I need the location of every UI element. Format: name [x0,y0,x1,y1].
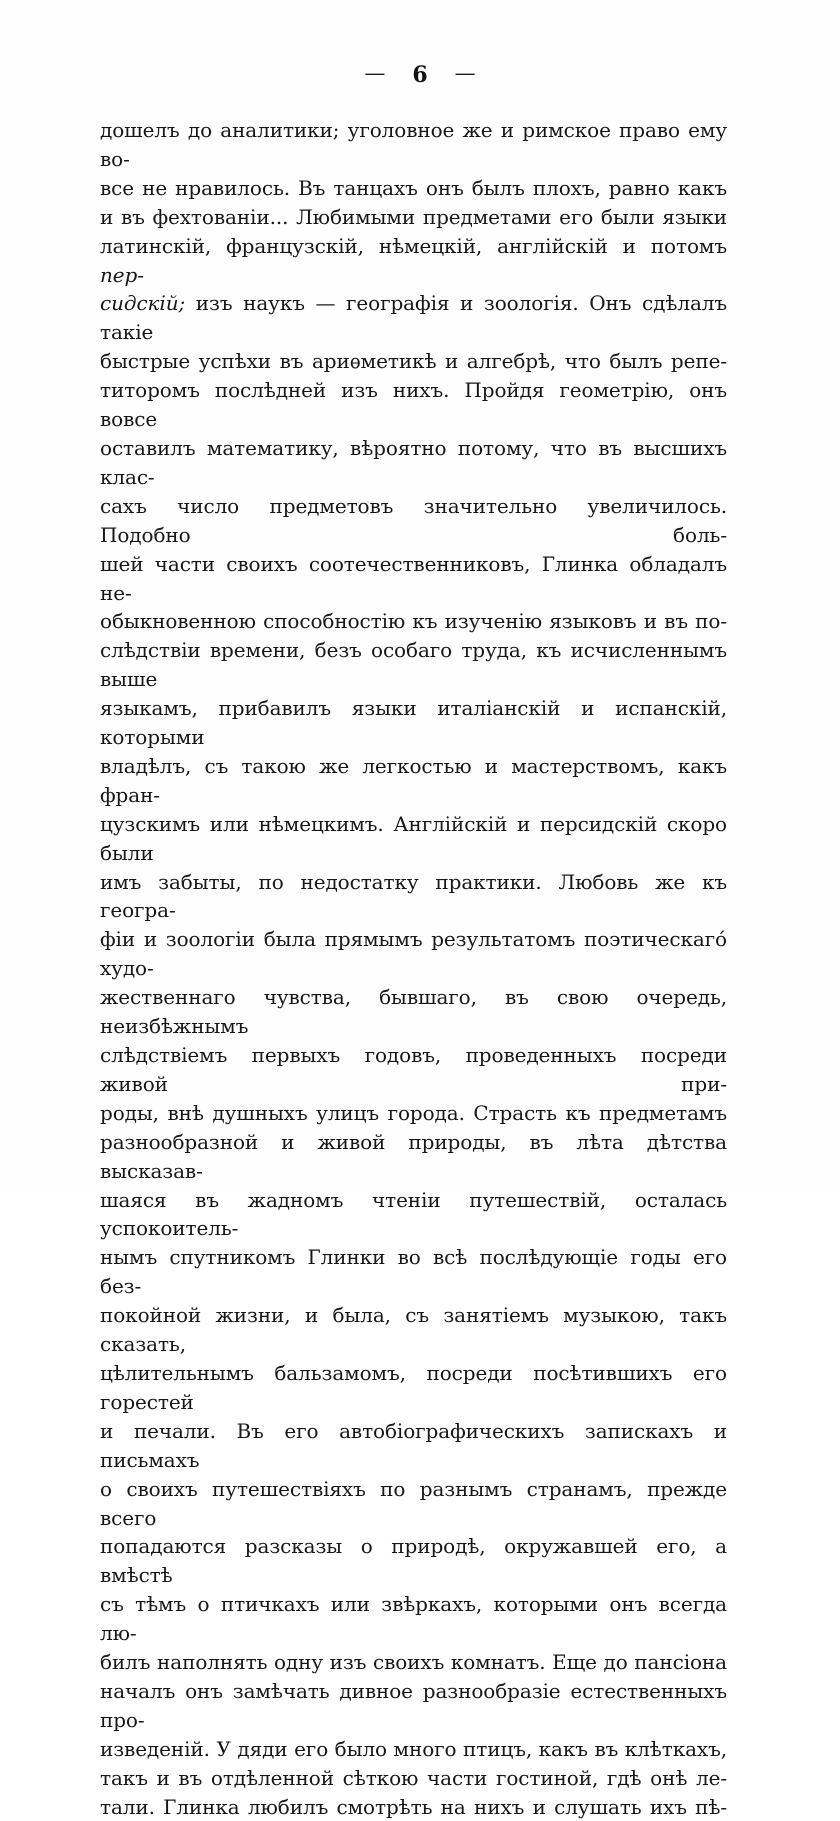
text-segment: съ тѣмъ о птичкахъ или звѣркахъ, которыми онъ всегда лю- [100,1592,727,1646]
text-segment: жественнаго чувства, бывшаго, въ свою очередь, неизбѣжнымъ [100,985,727,1039]
text-segment: имъ забыты, по недостатку практики. Любовь же къ геогра- [100,869,727,923]
text-line [100,810,727,868]
text-segment: и печали. Въ его автобіографическихъ запискахъ и письмахъ [100,1418,727,1472]
text-line [100,1301,727,1359]
header-dash-left: — [364,60,386,85]
text-line [100,694,727,752]
page-header [0,60,840,88]
text-segment: титоромъ послѣдней изъ нихъ. Пройдя геометрію, онъ вовсе [100,378,727,432]
text-line [100,1186,727,1244]
text-segment: обыкновенною способностію къ изученію языковъ и въ по- [100,609,727,634]
text-line [100,376,727,434]
text-line [100,1475,727,1533]
text-segment: тали. Глинка любилъ смотрѣть на нихъ и слушать ихъ пѣ- [100,1794,727,1819]
text-line [100,1041,727,1099]
text-segment: слѣдствіемъ первыхъ годовъ, проведенныхъ посреди живой при- [100,1043,727,1096]
text-line [100,1590,727,1648]
text-line [100,1764,727,1793]
text-line [100,289,727,347]
text-segment: сахъ число предметовъ значительно увеличилось. Подобно боль- [100,493,727,547]
text-segment: дошелъ до аналитики; уголовное же и римское право ему во- [100,118,727,171]
text-segment: все не нравилось. Въ танцахъ онъ былъ плохъ, равно какъ [100,175,727,200]
text-line [100,492,727,550]
text-segment: шей части своихъ соотечественниковъ, Глинка обладалъ не- [100,551,727,605]
text-segment: покойной жизни, и была, съ занятіемъ музыкою, такъ сказать, [100,1303,727,1357]
text-segment: попадаются разсказы о природѣ, окружавшей его, а вмѣстѣ [100,1534,727,1588]
text-line [100,1793,727,1821]
text-line [100,1128,727,1186]
text-line [100,752,727,810]
text-segment: и въ фехтованіи... Любимыми предметами его были языки [100,204,727,229]
text-line [100,925,727,983]
text-segment: языкамъ, прибавилъ языки италіанскій и испанскій, которыми [100,696,727,750]
text-segment: оставилъ математику, вѣроятно потому, что въ высшихъ клас- [100,435,727,489]
text-line [100,1359,727,1417]
text-line [100,1677,727,1735]
text-segment: изведеній. У дяди его было много птицъ, какъ въ клѣткахъ, [100,1736,727,1761]
text-line [100,1417,727,1475]
text-line [100,116,727,174]
text-segment: быстрые успѣхи въ ариѳметикѣ и алгебрѣ, что былъ репе- [100,349,727,374]
text-segment: цѣлительнымъ бальзамомъ, посреди посѣтившихъ его горестей [100,1360,727,1414]
text-segment: роды, внѣ душныхъ улицъ города. Страсть къ предметамъ [100,1100,727,1125]
text-line [100,1243,727,1301]
text-line [100,1099,727,1128]
text-segment: разнообразной и живой природы, въ лѣта дѣтства высказав- [100,1129,727,1183]
text-segment: слѣдствіи времени, безъ особаго труда, къ исчисленнымъ выше [100,638,727,692]
text-segment: фіи и зоологіи была прямымъ результатомъ поэтическаго́ худо- [100,927,727,981]
text-segment: билъ наполнять одну изъ своихъ комнатъ. Еще до пансіона [100,1650,727,1675]
text-segment: такъ и въ отдѣленной сѣткою части гостиной, гдѣ онѣ ле- [100,1765,727,1790]
text-line [100,1735,727,1764]
text-line [100,550,727,608]
text-segment: латинскій, французскій, нѣмецкій, англійскій и потомъ [100,233,727,258]
header-dash-right: — [454,60,476,85]
text-line [100,607,727,636]
text-line [100,347,727,376]
text-line [100,636,727,694]
italic-text-segment: сидскій; [100,291,186,316]
text-line [100,434,727,492]
italic-text-segment: пер- [100,262,144,287]
page-number: 6 [412,62,428,88]
text-segment: о своихъ путешествіяхъ по разнымъ странамъ, прежде всего [100,1476,727,1530]
body-text [100,116,727,1821]
text-line [100,203,727,232]
text-line [100,868,727,926]
text-line [100,1532,727,1590]
text-segment: владѣлъ, съ такою же легкостью и мастерствомъ, какъ фран- [100,753,727,807]
text-line [100,174,727,203]
text-segment: началъ онъ замѣчать дивное разнообразіе естественныхъ про- [100,1678,727,1732]
text-line [100,1648,727,1677]
text-segment: нымъ спутникомъ Глинки во всѣ послѣдующіе годы его без- [100,1245,727,1299]
text-segment: шаяся въ жадномъ чтеніи путешествій, осталась успокоитель- [100,1187,727,1241]
text-line [100,232,727,290]
text-segment: цузскимъ или нѣмецкимъ. Англійскій и персидскій скоро были [100,811,727,865]
text-line [100,983,727,1041]
text-segment: изъ наукъ — географія и зоологія. Онъ сдѣлалъ такіе [100,291,727,345]
